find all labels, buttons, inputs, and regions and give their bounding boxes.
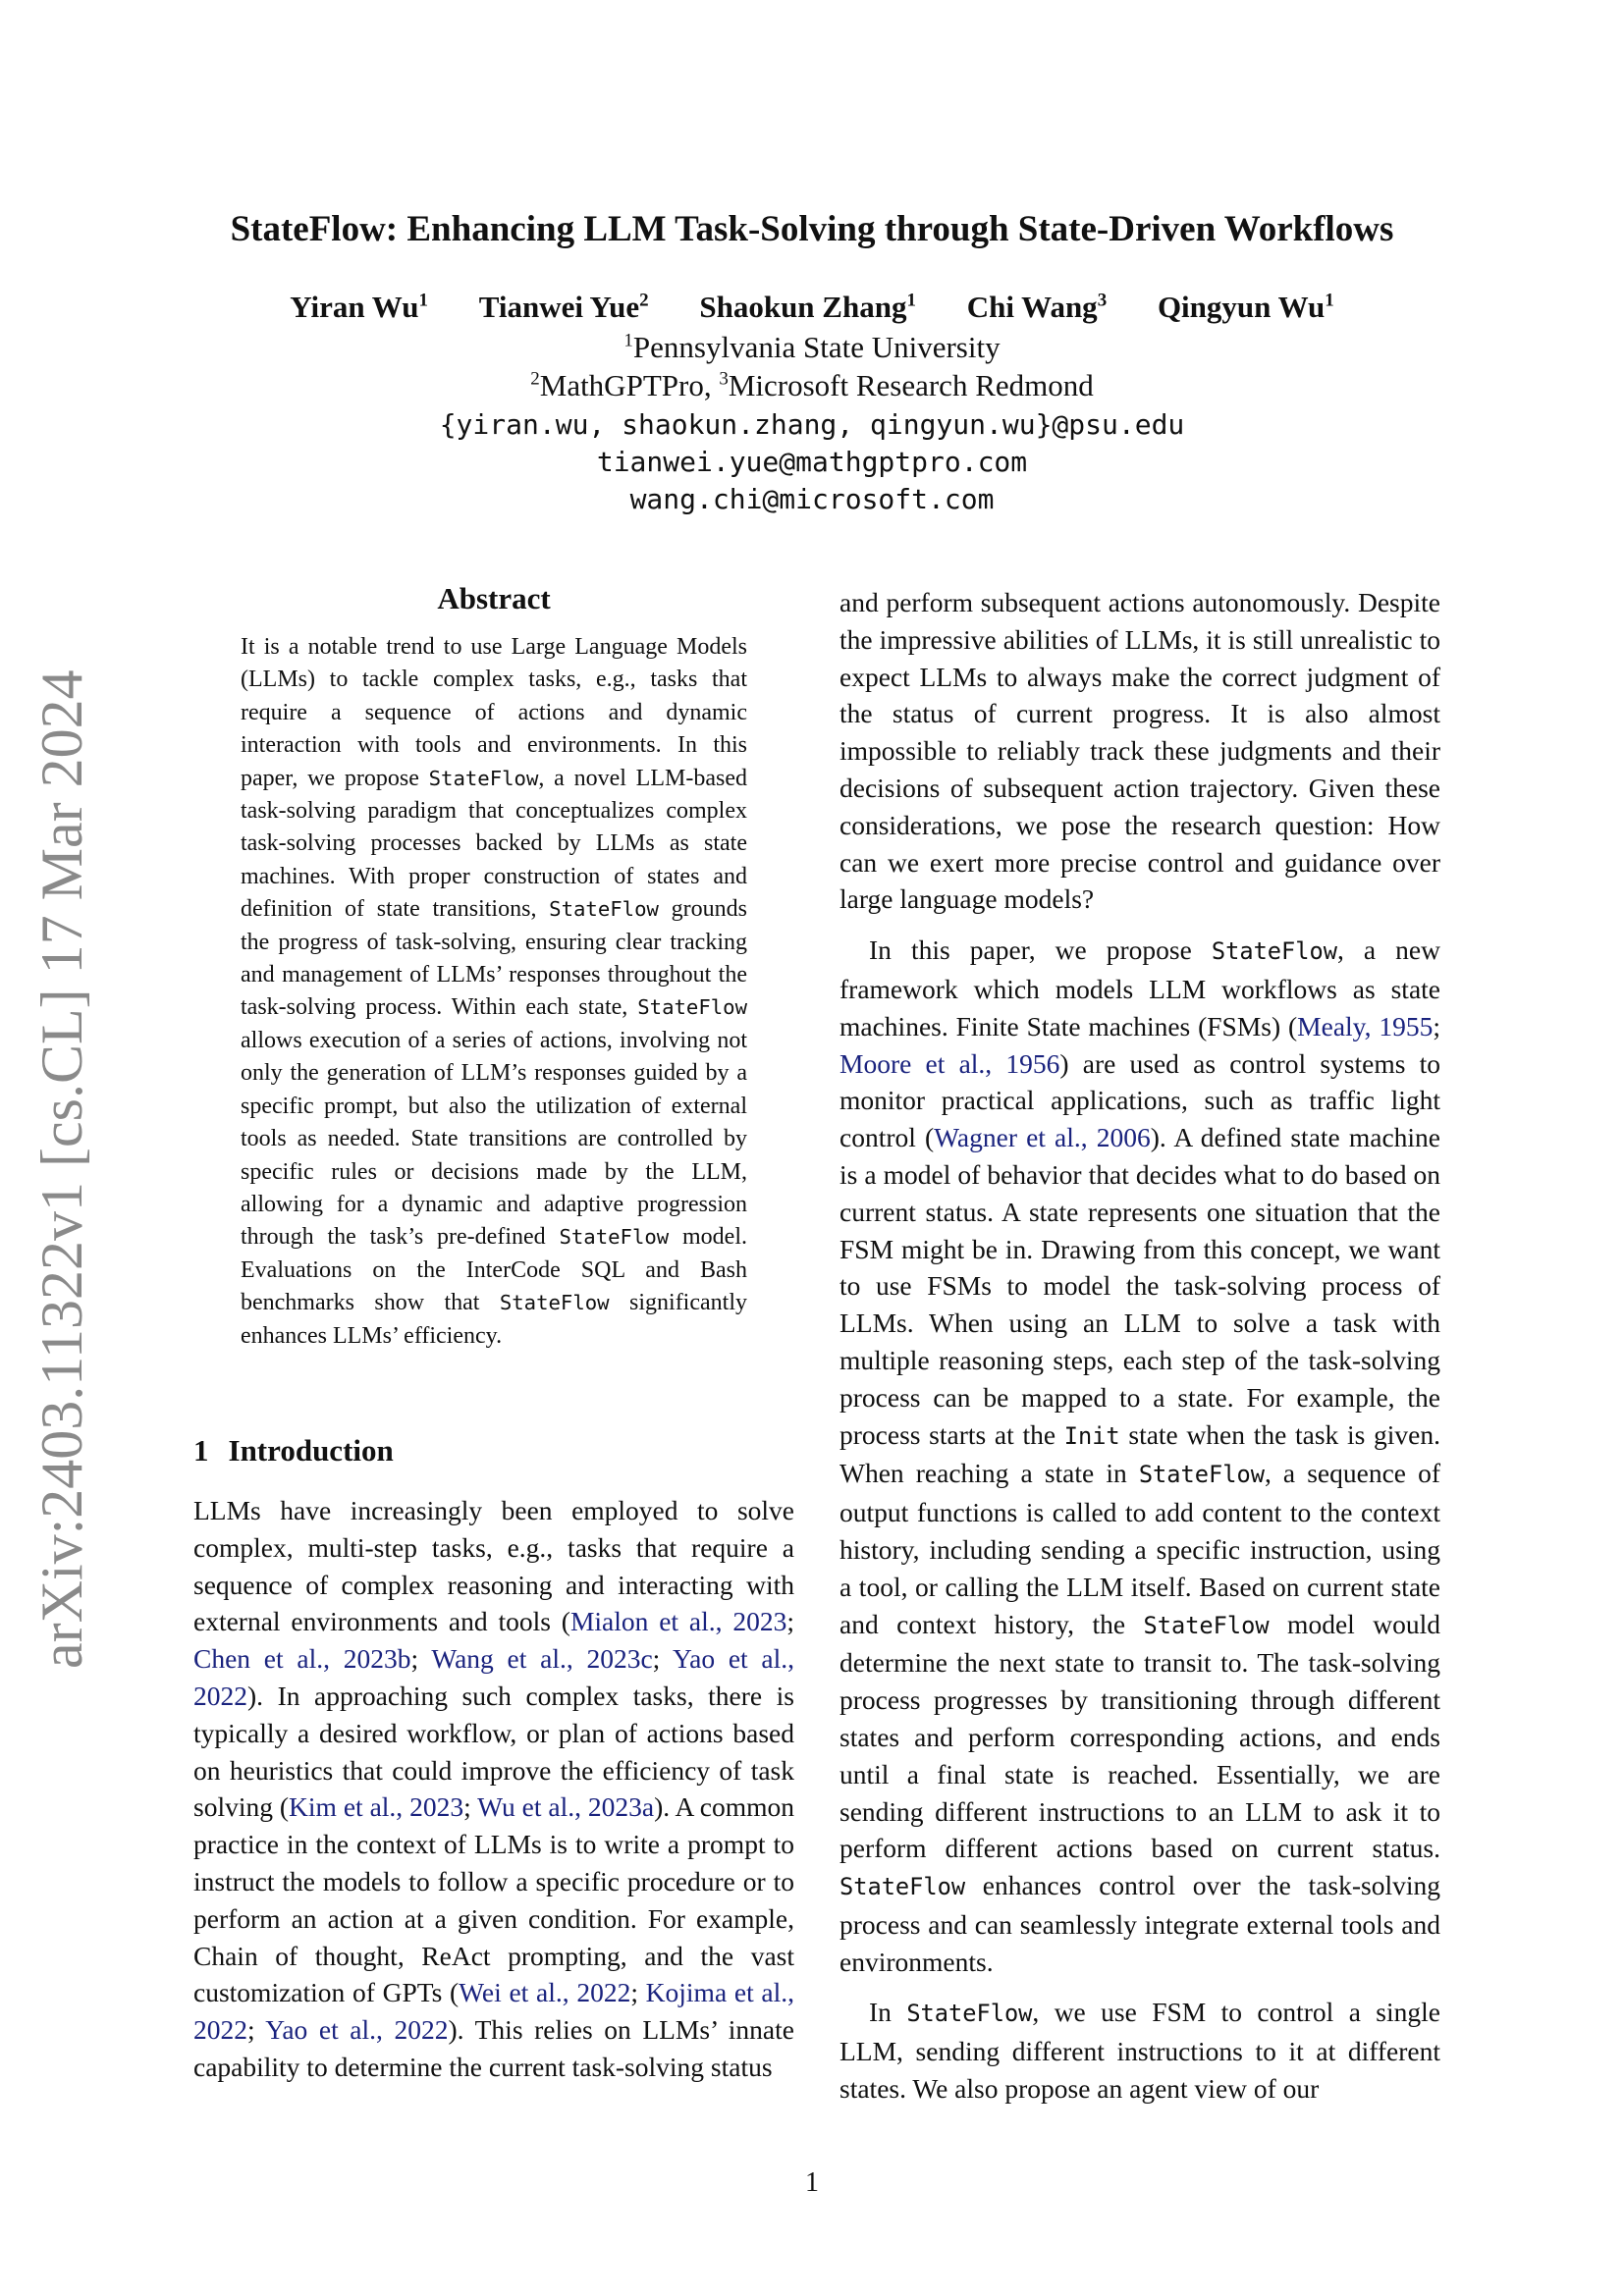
paper-title: StateFlow: Enhancing LLM Task-Solving through State-Driven Workflows [230, 209, 1394, 249]
author: Shaokun Zhang$^1$ [699, 290, 916, 324]
page-number: 1 [805, 2167, 819, 2198]
email-line: {yiran.wu, shaokun.zhang, qingyun.wu}@psu.edu [439, 408, 1185, 441]
affiliation-line: $^1$Pennsylvania State University [623, 330, 1001, 364]
body-paragraph: In this paper, we propose StateFlow, a new framework which models LLM workflows as state machines. Finite State machines (FSMs) (Mealy, 1955; Moore et al., 1956) are used as control systems to monitor practical applications, such as traffic light control (Wagner et al., 2006). A defined state machine is a model of behavior that decides what to do based on current status. A state represents one situation that the FSM might be in. Drawing from this concept, we want to use FSMs to model the task-solving process of LLMs. When using an LLM to solve a task with multiple reasoning steps, each step of the task-solving process can be mapped to a state. For example, the process starts at the Init state when the task is given. When reaching a state in StateFlow, a sequence of output functions is called to add content to the context history, including sending a specific instruction, using a tool, or calling the LLM itself. Based on current state and context history, the StateFlow model would determine the next state to transit to. The task-solving process progresses by transitioning through different states and perform corresponding actions, and ends until a final state is reached. Essentially, we are sending different instructions to an LLM to ask it to perform different actions based on current status. StateFlow enhances control over the task-solving process and can seamlessly integrate external tools and environments. [839, 934, 1441, 1977]
abstract-heading: Abstract [437, 581, 551, 615]
citation-link[interactable]: Wang et al., 2023c [431, 1643, 653, 1675]
author: Chi Wang$^3$ [966, 290, 1108, 324]
right-column [839, 584, 1440, 2121]
citation-link[interactable]: Chen et al., 2023b [193, 1643, 411, 1675]
arxiv-identifier: arXiv:2403.11322v1 [cs.CL] 17 Mar 2024 [29, 669, 94, 1669]
author: Qingyun Wu$^1$ [1157, 290, 1334, 324]
author: Yiran Wu$^1$ [290, 290, 428, 324]
citation-link[interactable]: Kojima et al., 2022 [193, 1977, 795, 2046]
author-list [0, 290, 1624, 325]
citation-link[interactable]: Yao et al., 2022 [193, 1643, 794, 1711]
citation-link[interactable]: Wagner et al., 2006 [934, 1122, 1151, 1153]
body-paragraph: and perform subsequent actions autonomously. Despite the impressive abilities of LLMs, it is still unrealistic to expect LLMs to always make the correct judgment of the status of current progress. It is also almost impossible to reliably track these judgments and their decisions of subsequent action trajectory. Given these considerations, we pose the research question: How can we exert more precise control and guidance over large language models? [839, 587, 1440, 915]
email-line: wang.chi@microsoft.com [629, 483, 995, 515]
body-paragraph: In StateFlow, we use FSM to control a single LLM, sending different instructions to it at different states. We also propose an agent view of our [839, 1997, 1440, 2105]
author: Tianwei Yue$^2$ [478, 290, 649, 324]
email-line: tianwei.yue@mathgptpro.com [596, 446, 1028, 478]
citation-link[interactable]: Kim et al., 2023 [289, 1791, 464, 1823]
affiliation-line: $^2$MathGPTPro, $^3$Microsoft Research Redmond [530, 368, 1094, 402]
citation-link[interactable]: Wei et al., 2022 [459, 1977, 631, 2008]
section-heading: 1 Introduction [193, 1433, 394, 1468]
citation-link[interactable]: Mialon et al., 2023 [569, 1606, 787, 1637]
citation-link[interactable]: Yao et al., 2022 [265, 2014, 449, 2046]
citation-link[interactable]: Wu et al., 2023a [477, 1791, 655, 1823]
abstract-body: It is a notable trend to use Large Language Models (LLMs) to tackle complex tasks, e.g., tasks that require a sequence of actions and dynamic interaction with tools and environments. In this paper, we propose StateFlow, a novel LLM-based task-solving paradigm that conceptualizes complex task-solving processes backed by LLMs as state machines. With proper construction of states and definition of state transitions, StateFlow grounds the progress of task-solving, ensuring clear tracking and management of LLMs’ responses throughout the task-solving process. Within each state, StateFlow allows execution of a series of actions, involving not only the generation of LLM’s responses guided by a specific prompt, but also the utilization of external tools as needed. State transitions are controlled by specific rules or decisions made by the LLM, allowing for a dynamic and adaptive progression through the task’s pre-defined StateFlow model. Evaluations on the InterCode SQL and Bash benchmarks show that StateFlow significantly enhances LLMs’ efficiency. [241, 634, 747, 1349]
citation-link[interactable]: Moore et al., 1956 [839, 1047, 1060, 1079]
citation-link[interactable]: Mealy, 1955 [1297, 1010, 1434, 1041]
intro-paragraph: LLMs have increasingly been employed to solve complex, multi-step tasks, e.g., tasks that require a sequence of complex reasoning and interacting with external environments and tools (Mialon et al., 2023; Chen et al., 2023b; Wang et al., 2023c; Yao et al., 2022). In approaching such complex tasks, there is typically a desired workflow, or plan of actions based on heuristics that could improve the efficiency of task solving (Kim et al., 2023; Wu et al., 2023a). A common practice in the context of LLMs is to write a prompt to instruct the models to follow a specific procedure or to perform an action at a given condition. For example, Chain of thought, ReAct prompting, and the vast customization of GPTs (Wei et al., 2022; Kojima et al., 2022; Yao et al., 2022). This relies on LLMs’ innate capability to determine the current task-solving status [193, 1495, 795, 2082]
